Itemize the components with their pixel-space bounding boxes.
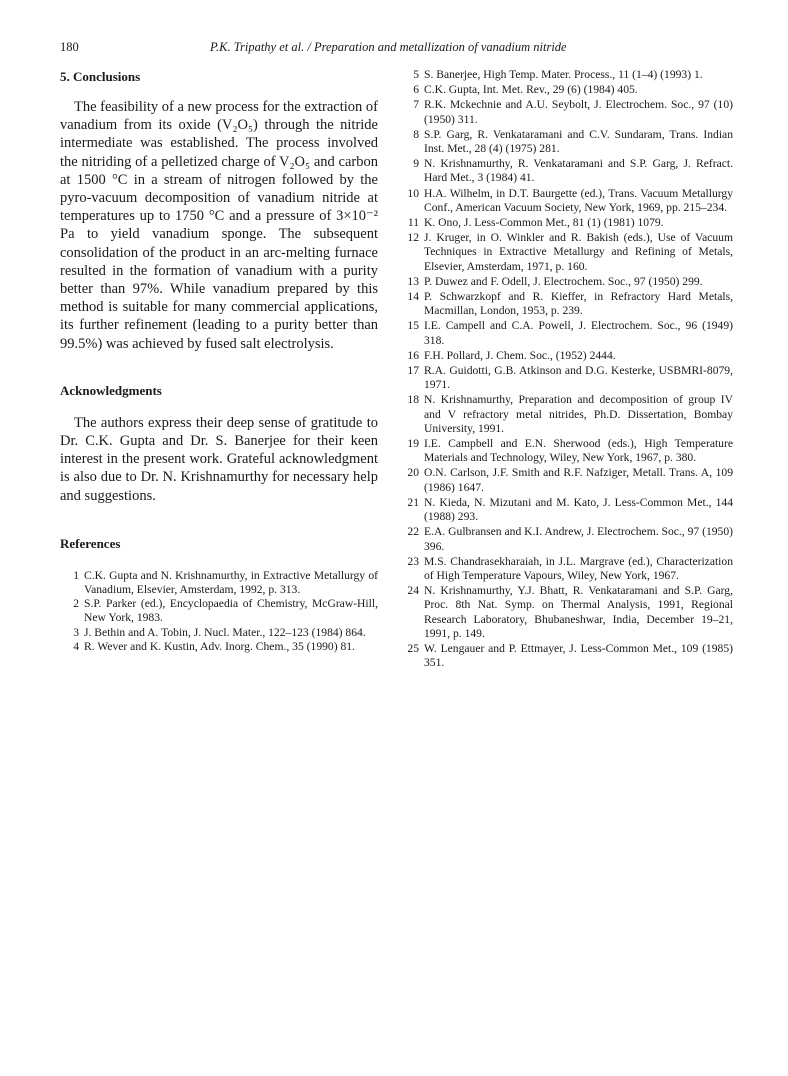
reference-number: 1 — [73, 568, 79, 582]
reference-item — [400, 496, 733, 524]
reference-item — [400, 525, 733, 553]
reference-text: K. Ono, J. Less-Common Met., 81 (1) (1981) 1079. — [424, 216, 664, 230]
references-section — [60, 535, 378, 654]
page-number: 180 — [60, 40, 79, 54]
reference-item — [400, 393, 733, 436]
reference-text: N. Krishnamurthy, R. Venkataramani and S.P. Garg, J. Refract. Hard Met., 3 (1984) 41. — [424, 157, 733, 185]
reference-item — [400, 642, 733, 670]
conclusions-section — [60, 68, 378, 353]
right-column — [400, 68, 733, 671]
reference-text: R. Wever and K. Kustin, Adv. Inorg. Chem., 35 (1990) 81. — [84, 639, 355, 653]
reference-item — [400, 157, 733, 185]
references-list-left — [60, 569, 378, 654]
acknowledgments-section — [60, 382, 378, 505]
reference-item — [400, 584, 733, 641]
reference-text: C.K. Gupta, Int. Met. Rev., 29 (6) (1984) 405. — [424, 83, 638, 97]
reference-item — [400, 128, 733, 156]
reference-number: 10 — [407, 186, 419, 200]
reference-number: 8 — [413, 127, 419, 141]
reference-text: S. Banerjee, High Temp. Mater. Process., 11 (1–4) (1993) 1. — [424, 68, 703, 81]
reference-number: 24 — [407, 584, 419, 598]
reference-number: 12 — [407, 231, 419, 245]
reference-item — [400, 216, 733, 230]
reference-number: 5 — [413, 68, 419, 81]
reference-text: S.P. Parker (ed.), Encyclopaedia of Chemistry, McGraw-Hill, New York, 1983. — [84, 597, 378, 625]
reference-item — [400, 231, 733, 274]
reference-item — [400, 555, 733, 583]
reference-item — [60, 640, 378, 654]
reference-text: S.P. Garg, R. Venkataramani and C.V. Sundaram, Trans. Indian Inst. Met., 28 (4) (1975) 281. — [424, 127, 733, 156]
reference-item — [400, 349, 733, 363]
reference-number: 4 — [73, 639, 79, 653]
conclusions-paragraph: The feasibility of a new process for the extraction of vanadium from its oxide (V₂O₅) through the nitride intermediate was established. The process involved the nitriding of a pelletized charge of V₂O₅ and carbon at 1500 °C in a stream of nitrogen followed by the pyro-vacuum decomposition of vanadium nitride at temperatures up to 1750 °C and a pressure of 3×10⁻² Pa to yield vanadium sponge. The subsequent consolidation of the product in an arc-melting furnace resulted in the formation of vanadium with a purity better than 97%. While vanadium prepared by this method is suitable for many commercial applications, its further refinement (leading to a purity better than 99.5%) was achieved by fused salt electrolysis. — [60, 99, 378, 352]
reference-text: E.A. Gulbransen and K.I. Andrew, J. Electrochem. Soc., 97 (1950) 396. — [424, 525, 733, 553]
reference-text: J. Kruger, in O. Winkler and R. Bakish (eds.), Use of Vacuum Techniques in Extractive Metallurgy and Refining of Metals, Elsevier, Amsterdam, 1971, p. 160. — [424, 231, 733, 273]
reference-number: 9 — [413, 157, 419, 171]
reference-number: 19 — [407, 437, 419, 451]
left-column — [60, 68, 378, 654]
reference-number: 15 — [407, 319, 419, 333]
reference-number: 11 — [407, 216, 419, 230]
reference-number: 13 — [407, 274, 419, 288]
reference-number: 22 — [407, 525, 419, 539]
reference-item — [400, 98, 733, 126]
reference-text: J. Bethin and A. Tobin, J. Nucl. Mater., 122–123 (1984) 864. — [84, 625, 366, 639]
reference-number: 16 — [407, 348, 419, 362]
reference-text: I.E. Campell and C.A. Powell, J. Electrochem. Soc., 96 (1949) 318. — [424, 319, 733, 347]
reference-item — [400, 364, 733, 392]
reference-item — [400, 319, 733, 347]
acknowledgments-paragraph: The authors express their deep sense of gratitude to Dr. C.K. Gupta and Dr. S. Banerjee for their keen interest in the present work. Grateful acknowledgment is also due to Dr. N. Krishnamurthy for necessary help and suggestions. — [60, 414, 378, 504]
reference-number: 18 — [407, 393, 419, 407]
reference-item — [400, 68, 733, 82]
reference-item — [60, 569, 378, 597]
reference-text: O.N. Carlson, J.F. Smith and R.F. Nafziger, Metall. Trans. A, 109 (1986) 1647. — [424, 466, 733, 494]
reference-text: I.E. Campbell and E.N. Sherwood (eds.), High Temperature Materials and Technology, Wiley, New York, 1967, p. 380. — [424, 437, 733, 465]
reference-text: F.H. Pollard, J. Chem. Soc., (1952) 2444. — [424, 348, 616, 362]
reference-item — [400, 290, 733, 318]
reference-item — [400, 275, 733, 289]
reference-number: 7 — [413, 98, 419, 112]
reference-number: 23 — [407, 554, 419, 568]
reference-number: 17 — [407, 364, 419, 378]
reference-number: 25 — [407, 641, 419, 655]
references-heading: References — [60, 535, 121, 551]
reference-number: 6 — [413, 83, 419, 97]
reference-text: P. Schwarzkopf and R. Kieffer, in Refractory Hard Metals, Macmillan, London, 1953, p. 239. — [424, 290, 733, 318]
reference-text: N. Kieda, N. Mizutani and M. Kato, J. Less-Common Met., 144 (1988) 293. — [424, 495, 733, 524]
reference-text: N. Krishnamurthy, Y.J. Bhatt, R. Venkataramani and S.P. Garg, Proc. 8th Nat. Symp. on Thermal Analysis, 1991, Regional Research Laboratory, Bhubaneshwar, India, December 19–21, 1991, p. 149. — [424, 584, 733, 640]
acknowledgments-heading: Acknowledgments — [60, 382, 162, 398]
reference-number: 20 — [407, 466, 419, 480]
reference-number: 2 — [73, 597, 79, 611]
reference-item — [400, 83, 733, 97]
reference-text: H.A. Wilhelm, in D.T. Baurgette (ed.), Trans. Vacuum Metallurgy Conf., American Vacuum Society, New York, 1969, pp. 215–234. — [424, 186, 733, 214]
reference-text: C.K. Gupta and N. Krishnamurthy, in Extractive Metallurgy of Vanadium, Elsevier, Amsterdam, 1992, p. 313. — [84, 568, 378, 597]
reference-text: N. Krishnamurthy, Preparation and decomposition of group IV and V refractory metal nitrides, Ph.D. Dissertation, Bombay University, 1991. — [424, 393, 733, 435]
reference-number: 14 — [407, 290, 419, 304]
reference-text: P. Duwez and F. Odell, J. Electrochem. Soc., 97 (1950) 299. — [424, 274, 703, 288]
reference-text: M.S. Chandrasekharaiah, in J.L. Margrave (ed.), Characterization of High Temperature Vapours, Wiley, New York, 1967. — [424, 554, 733, 582]
references-list-right — [400, 68, 733, 670]
reference-item — [400, 466, 733, 494]
reference-number: 3 — [73, 625, 79, 639]
running-header — [60, 40, 732, 56]
reference-text: W. Lengauer and P. Ettmayer, J. Less-Common Met., 109 (1985) 351. — [424, 641, 733, 670]
conclusions-heading: 5. Conclusions — [60, 69, 141, 84]
running-head: P.K. Tripathy et al. / Preparation and metallization of vanadium nitride — [210, 40, 567, 54]
reference-text: R.K. Mckechnie and A.U. Seybolt, J. Electrochem. Soc., 97 (10) (1950) 311. — [424, 98, 733, 126]
reference-text: R.A. Guidotti, G.B. Atkinson and D.G. Kesterke, USBMRI-8079, 1971. — [424, 364, 733, 392]
reference-item — [60, 626, 378, 640]
reference-item — [60, 597, 378, 625]
reference-item — [400, 187, 733, 215]
reference-item — [400, 437, 733, 465]
reference-number: 21 — [407, 495, 419, 509]
